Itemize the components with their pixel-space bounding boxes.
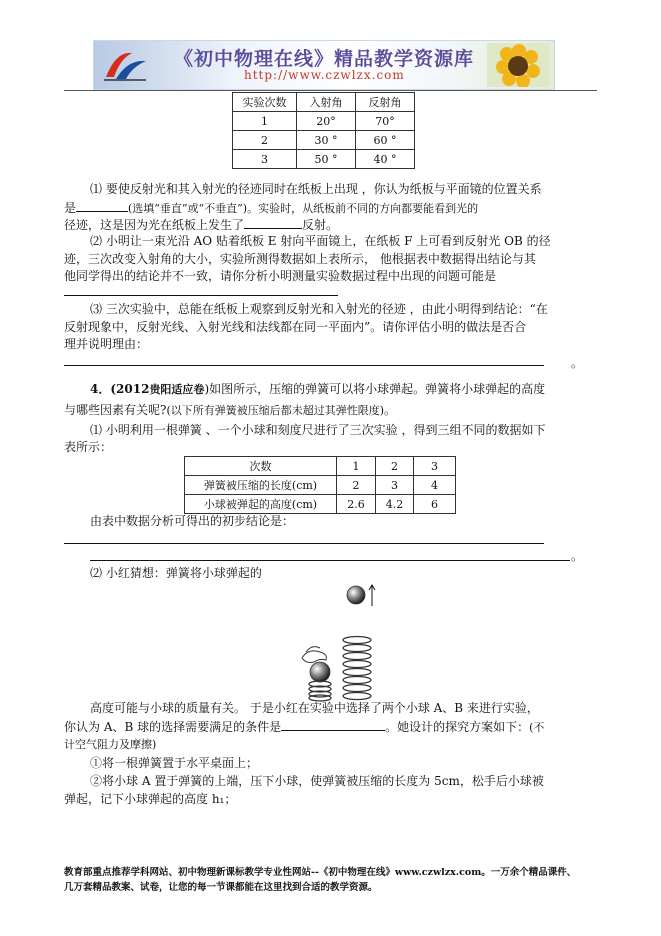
q4-step1: ①将一根弹簧置于水平桌面上； — [90, 756, 259, 770]
q4-p2-line2: 高度可能与小球的质量有关。 于是小红在实验中选择了两个小球 A、B 来进行实验， — [90, 701, 539, 715]
table-cell: 30 ° — [297, 131, 356, 150]
q4-line2 — [64, 402, 597, 419]
table-cell: 60 ° — [356, 131, 415, 150]
question-number: 4．(2012 — [90, 382, 150, 396]
footer-line2: 几万套精品教案、试卷，让您的每一节课都能在这里找到合适的教学资源。 — [64, 882, 378, 893]
hand-icon — [302, 651, 326, 663]
footer-line1: 教育部重点推荐学科网站、初中物理新课标教学专业性网站--《初中物理在线》www.czwlzx.com。一万余个精品课件、 — [64, 867, 577, 878]
q3-p3-line1: ⑶ 三次实验中，总能在纸板上观察到反射光和入射光的径迹 ，由此小明得到结论：“在 — [90, 302, 548, 316]
logo-icon — [102, 47, 148, 83]
text: (不 — [529, 721, 545, 734]
table-row — [233, 112, 415, 131]
answer-line[interactable] — [64, 365, 544, 366]
sunflower-icon — [487, 43, 549, 87]
table-cell: 20° — [297, 112, 356, 131]
site-banner — [93, 40, 555, 90]
answer-line[interactable] — [64, 295, 338, 296]
answer-line[interactable] — [90, 560, 570, 561]
table-cell: 70° — [356, 112, 415, 131]
table-cell: 6 — [414, 495, 456, 514]
q4-p1-line2: 表所示： — [64, 440, 113, 454]
table-cell: 4.2 — [376, 495, 414, 514]
table-cell: 弹簧被压缩的长度(cm) — [185, 476, 337, 495]
table-cell: 2 — [337, 476, 376, 495]
table-row — [185, 495, 456, 514]
q3-p3-line2: 反射现象中，反射光线、入射光线和法线都在同一平面内”。请你评估小明的做法是否合 — [64, 320, 527, 334]
q4-p2-line4: 计空气阻力及摩擦) — [64, 738, 157, 751]
header-rule — [64, 90, 597, 91]
table-row — [233, 150, 415, 169]
table-cell: 3 — [376, 476, 414, 495]
q3-p1-line1: ⑴ 要使反射光和其入射光的径迹同时在纸板上出现 ，你认为纸板与平面镜的位置关系 — [90, 182, 542, 196]
q3-p2-line3: 他同学得出的结论并不一致，请你分析小明测量实验数据过程中出现的问题可能是 — [64, 269, 497, 283]
table-header: 反射角 — [356, 93, 415, 112]
reflection-table — [232, 92, 415, 169]
spring-table — [184, 456, 456, 514]
q3-p2-line2: 迹，三次改变入射角的大小，实验所测得数据如上表所示， 他根据表中数据得出结论与其 — [64, 252, 536, 266]
text: (选填“垂直”或“不垂直”)。实验时，从纸板前不同的方向都要能看到光的 — [128, 202, 479, 215]
pressed-ball-icon — [310, 662, 330, 682]
q4-p2-line3 — [64, 718, 597, 736]
table-header: 2 — [376, 457, 414, 476]
table-header: 3 — [414, 457, 456, 476]
text: 。 — [384, 403, 397, 417]
spring-ball-figure — [290, 578, 390, 703]
table-cell: 2 — [233, 131, 297, 150]
question-source: 贵阳适应卷 — [149, 383, 205, 396]
table-header: 次数 — [185, 457, 337, 476]
table-header: 1 — [337, 457, 376, 476]
q3-p3-line3: 理并说明理由： — [64, 337, 149, 351]
text: 反射。 — [302, 218, 339, 232]
table-header: 入射角 — [297, 93, 356, 112]
text: 。她设计的探究方案如下： — [385, 720, 530, 734]
table-row — [233, 131, 415, 150]
ball-icon — [347, 586, 365, 604]
answer-line[interactable] — [64, 543, 544, 544]
q3-p1-line3 — [64, 216, 597, 233]
table-header: 实验次数 — [233, 93, 297, 112]
period: 。 — [571, 549, 584, 563]
text: )如图所示，压缩的弹簧可以将小球弹起。弹簧将小球弹起的高度 — [204, 382, 546, 396]
compressed-spring-icon — [309, 681, 331, 701]
text: (以下所有弹簧被压缩后都未超过其弹性限度) — [166, 404, 385, 417]
text: 你认为 A、B 球的选择需要满足的条件是 — [64, 720, 282, 734]
blank-input[interactable] — [244, 216, 302, 229]
q4-conclusion: 由表中数据分析可得出的初步结论是： — [90, 514, 295, 528]
q4-step2-line2: 弹起，记下小球弹起的高度 h₁； — [64, 792, 237, 806]
table-cell: 40 ° — [356, 150, 415, 169]
q4-step2-line1: ②将小球 A 置于弹簧的上端，压下小球，使弹簧被压缩的长度为 5cm，松手后小球被 — [90, 774, 544, 788]
q4-title — [90, 381, 623, 398]
table-cell: 1 — [233, 112, 297, 131]
table-cell: 2.6 — [337, 495, 376, 514]
q4-p1-line1: ⑴ 小明利用一根弹簧 、一个小球和刻度尺进行了三次实验 ，得到三组不同的数据如下 — [90, 423, 546, 437]
q4-p2-intro: ⑵ 小红猜想：弹簧将小球弹起的 — [90, 566, 262, 580]
q3-p1-line2 — [64, 199, 597, 217]
q3-p2-line1: ⑵ 小明让一束光沿 AO 贴着纸板 E 射向平面镜上，在纸板 F 上可看到反射光 OB 的径 — [90, 234, 551, 248]
text: 径迹，这是因为光在纸板上发生了 — [64, 218, 245, 232]
blank-input[interactable] — [76, 199, 128, 212]
text: 与哪些因素有关呢? — [64, 403, 167, 417]
table-cell: 3 — [233, 150, 297, 169]
banner-url[interactable]: http://www.czwlzx.com — [244, 68, 405, 82]
spring-icon — [343, 637, 371, 700]
table-cell: 4 — [414, 476, 456, 495]
banner-title: 《初中物理在线》精品教学资源库 — [174, 48, 475, 70]
table-cell: 50 ° — [297, 150, 356, 169]
period: 。 — [571, 356, 584, 370]
text: 是 — [64, 201, 77, 215]
blank-input[interactable] — [281, 718, 385, 731]
table-cell: 小球被弹起的高度(cm) — [185, 495, 337, 514]
table-row — [185, 476, 456, 495]
